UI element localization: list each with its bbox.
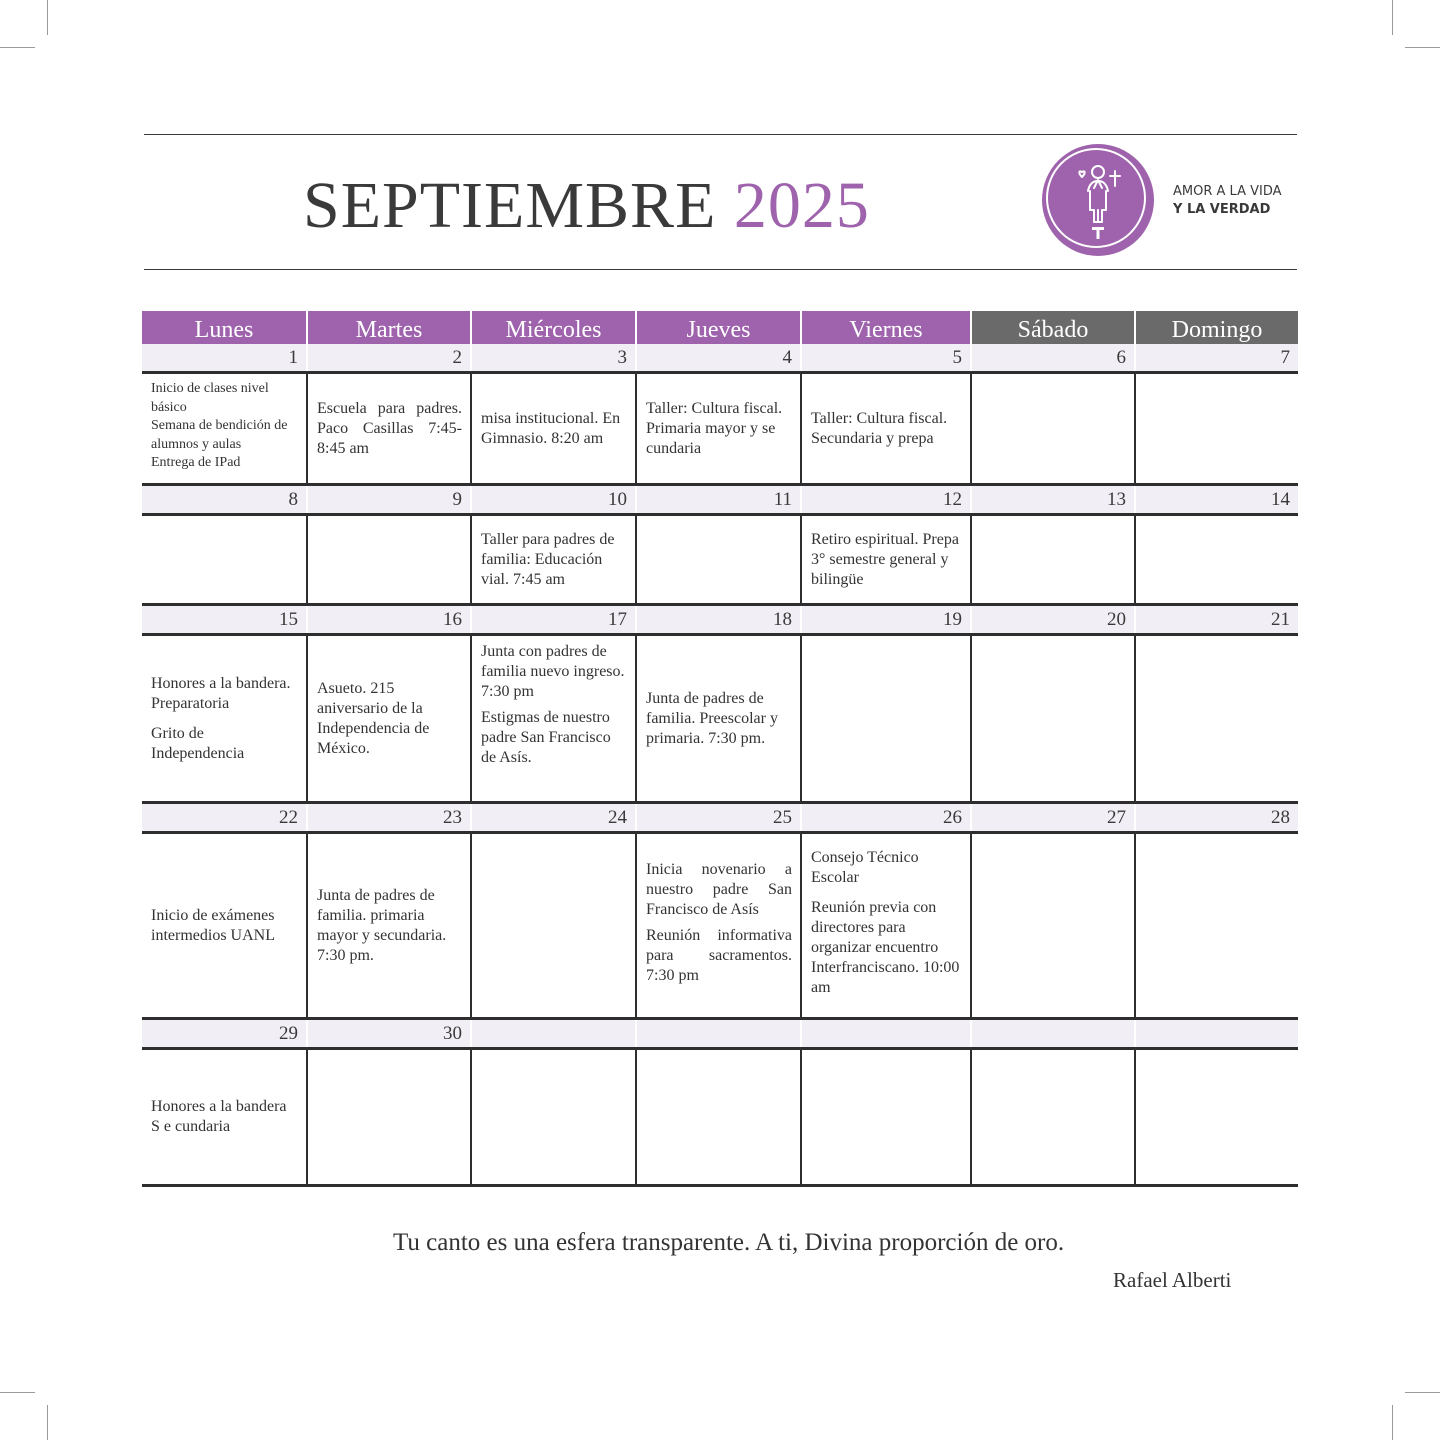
day-cell xyxy=(635,834,800,1017)
date-number xyxy=(970,1020,1134,1047)
event-text: Escuela para padres. Paco Casillas 7:45-8:45 am xyxy=(317,399,462,457)
page-title xyxy=(303,168,870,244)
date-row xyxy=(142,606,1298,636)
weekday-header-row xyxy=(142,311,1298,344)
event-text: Junta de padres de familia. Preescolar y primaria. 7:30 pm. xyxy=(646,689,778,747)
event-text: Honores a la bandera. Preparatoria xyxy=(151,674,291,712)
date-number: 21 xyxy=(1134,606,1298,633)
event-text: Taller: Cultura fiscal. Primaria mayor y se cundaria xyxy=(646,399,783,457)
event-text: Semana de bendición de alumnos y aulas xyxy=(151,418,288,452)
date-number: 4 xyxy=(635,344,800,371)
weekday-header-1: Lunes xyxy=(142,311,306,344)
day-cell xyxy=(800,834,970,1017)
day-cell xyxy=(1134,516,1298,603)
events-row xyxy=(142,834,1298,1020)
event-text: Inicio de clases nivel básico xyxy=(151,381,269,415)
event-text: misa institucional. En Gimnasio. 8:20 am xyxy=(481,409,621,447)
day-cell xyxy=(306,516,470,603)
day-cell xyxy=(635,1050,800,1184)
date-number: 30 xyxy=(306,1020,470,1047)
day-cell xyxy=(306,1050,470,1184)
day-cell xyxy=(1134,374,1298,483)
day-cell xyxy=(470,374,635,483)
date-number: 8 xyxy=(288,489,298,510)
event-text: Junta con padres de familia nuevo ingreso. 7:30 pm xyxy=(481,643,625,700)
date-number: 9 xyxy=(306,486,470,513)
crop-mark xyxy=(1392,1405,1393,1440)
date-number: 3 xyxy=(470,344,635,371)
day-cell xyxy=(306,374,470,483)
day-cell xyxy=(1134,834,1298,1017)
events-row xyxy=(142,516,1298,606)
date-number: 1 xyxy=(288,347,298,368)
quote-text: Tu canto es una esfera transparente. A ti, Divina proporción de oro. xyxy=(393,1229,1065,1256)
day-cell xyxy=(142,516,306,603)
date-number: 27 xyxy=(970,804,1134,831)
event-text: Reunión previa con directores para organizar encuentro Interfranciscano. 10:00 am xyxy=(811,899,960,996)
day-cell xyxy=(470,516,635,603)
event-text: Inicia novenario a nuestro padre San Francisco de Asís xyxy=(646,861,792,918)
weekday-header-7: Domingo xyxy=(1134,311,1298,344)
date-number: 5 xyxy=(800,344,970,371)
date-number: 22 xyxy=(279,807,298,828)
date-number: 6 xyxy=(970,344,1134,371)
event-text: Taller: Cultura fiscal. Secundaria y prepa xyxy=(811,409,948,447)
date-number: 28 xyxy=(1134,804,1298,831)
event-text: Estigmas de nuestro padre San Francisco de Asís. xyxy=(481,709,611,766)
day-cell xyxy=(635,636,800,801)
crop-mark xyxy=(0,47,35,48)
day-cell xyxy=(306,636,470,801)
child-praying-cross-icon xyxy=(1042,144,1154,256)
event-text: Honores a la bandera S e cundaria xyxy=(151,1098,287,1135)
date-number xyxy=(800,1020,970,1047)
day-cell xyxy=(470,1050,635,1184)
date-number: 20 xyxy=(970,606,1134,633)
weekday-header-6: Sábado xyxy=(970,311,1134,344)
date-number: 14 xyxy=(1134,486,1298,513)
day-cell xyxy=(1134,636,1298,801)
weekday-header-5: Viernes xyxy=(800,311,970,344)
day-cell xyxy=(635,516,800,603)
date-row xyxy=(142,344,1298,374)
events-row xyxy=(142,374,1298,486)
date-number: 11 xyxy=(635,486,800,513)
day-cell xyxy=(800,374,970,483)
date-number: 10 xyxy=(470,486,635,513)
crop-mark xyxy=(0,1392,35,1393)
calendar-grid xyxy=(142,311,1298,1187)
day-cell xyxy=(970,636,1134,801)
logo-text xyxy=(1173,183,1282,219)
day-cell xyxy=(800,1050,970,1184)
year-label: 2025 xyxy=(733,169,870,242)
events-row xyxy=(142,636,1298,804)
month-label: SEPTIEMBRE xyxy=(303,169,717,242)
date-number: 12 xyxy=(800,486,970,513)
logo xyxy=(1042,144,1154,256)
crop-mark xyxy=(47,1405,48,1440)
event-text: Asueto. 215 aniversario de la Independencia de México. xyxy=(317,679,430,757)
date-number: 18 xyxy=(635,606,800,633)
date-number: 17 xyxy=(470,606,635,633)
day-cell xyxy=(1134,1050,1298,1184)
event-text: Taller para padres de familia: Educación vial. 7:45 am xyxy=(481,530,615,588)
header-top-rule xyxy=(144,134,1297,135)
crop-mark xyxy=(1392,0,1393,35)
event-text: Consejo Técnico Escolar xyxy=(811,849,919,886)
day-cell xyxy=(142,374,306,483)
weekday-header-4: Jueves xyxy=(635,311,800,344)
date-number: 19 xyxy=(800,606,970,633)
date-row xyxy=(142,1020,1298,1050)
events-row xyxy=(142,1050,1298,1187)
weekday-header-2: Martes xyxy=(306,311,470,344)
day-cell xyxy=(970,374,1134,483)
logo-line-2: Y LA VERDAD xyxy=(1173,202,1271,217)
event-text: Junta de padres de familia. primaria mayor y secundaria. 7:30 pm. xyxy=(317,886,447,964)
day-cell xyxy=(306,834,470,1017)
date-number: 23 xyxy=(306,804,470,831)
day-cell xyxy=(142,834,306,1017)
day-cell xyxy=(635,374,800,483)
date-number: 7 xyxy=(1134,344,1298,371)
day-cell xyxy=(470,636,635,801)
date-number: 25 xyxy=(635,804,800,831)
date-row xyxy=(142,486,1298,516)
day-cell xyxy=(142,1050,306,1184)
day-cell xyxy=(800,636,970,801)
event-text: Entrega de IPad xyxy=(151,455,241,470)
day-cell xyxy=(970,834,1134,1017)
day-cell xyxy=(970,1050,1134,1184)
date-number: 13 xyxy=(970,486,1134,513)
weekday-header-3: Miércoles xyxy=(470,311,635,344)
date-number xyxy=(470,1020,635,1047)
crop-mark xyxy=(1405,1392,1440,1393)
event-text: Grito de Independencia xyxy=(151,724,245,762)
crop-mark xyxy=(47,0,48,35)
date-number: 2 xyxy=(306,344,470,371)
logo-line-1: AMOR A LA VIDA xyxy=(1173,184,1282,199)
crop-mark xyxy=(1405,47,1440,48)
date-number xyxy=(1134,1020,1298,1047)
day-cell xyxy=(800,516,970,603)
date-number: 15 xyxy=(279,609,298,630)
day-cell xyxy=(470,834,635,1017)
day-cell xyxy=(970,516,1134,603)
date-number: 16 xyxy=(306,606,470,633)
date-row xyxy=(142,804,1298,834)
event-text: Reunión informativa para sacramentos. 7:30 pm xyxy=(646,927,792,984)
date-number: 26 xyxy=(800,804,970,831)
header-bottom-rule xyxy=(144,269,1297,270)
event-text: Inicio de exámenes intermedios UANL xyxy=(151,906,275,944)
quote-author: Rafael Alberti xyxy=(1113,1268,1232,1292)
date-number: 29 xyxy=(279,1023,298,1044)
date-number xyxy=(635,1020,800,1047)
event-text: Retiro espiritual. Prepa 3° semestre general y bilingüe xyxy=(811,530,959,588)
day-cell xyxy=(142,636,306,801)
date-number: 24 xyxy=(470,804,635,831)
